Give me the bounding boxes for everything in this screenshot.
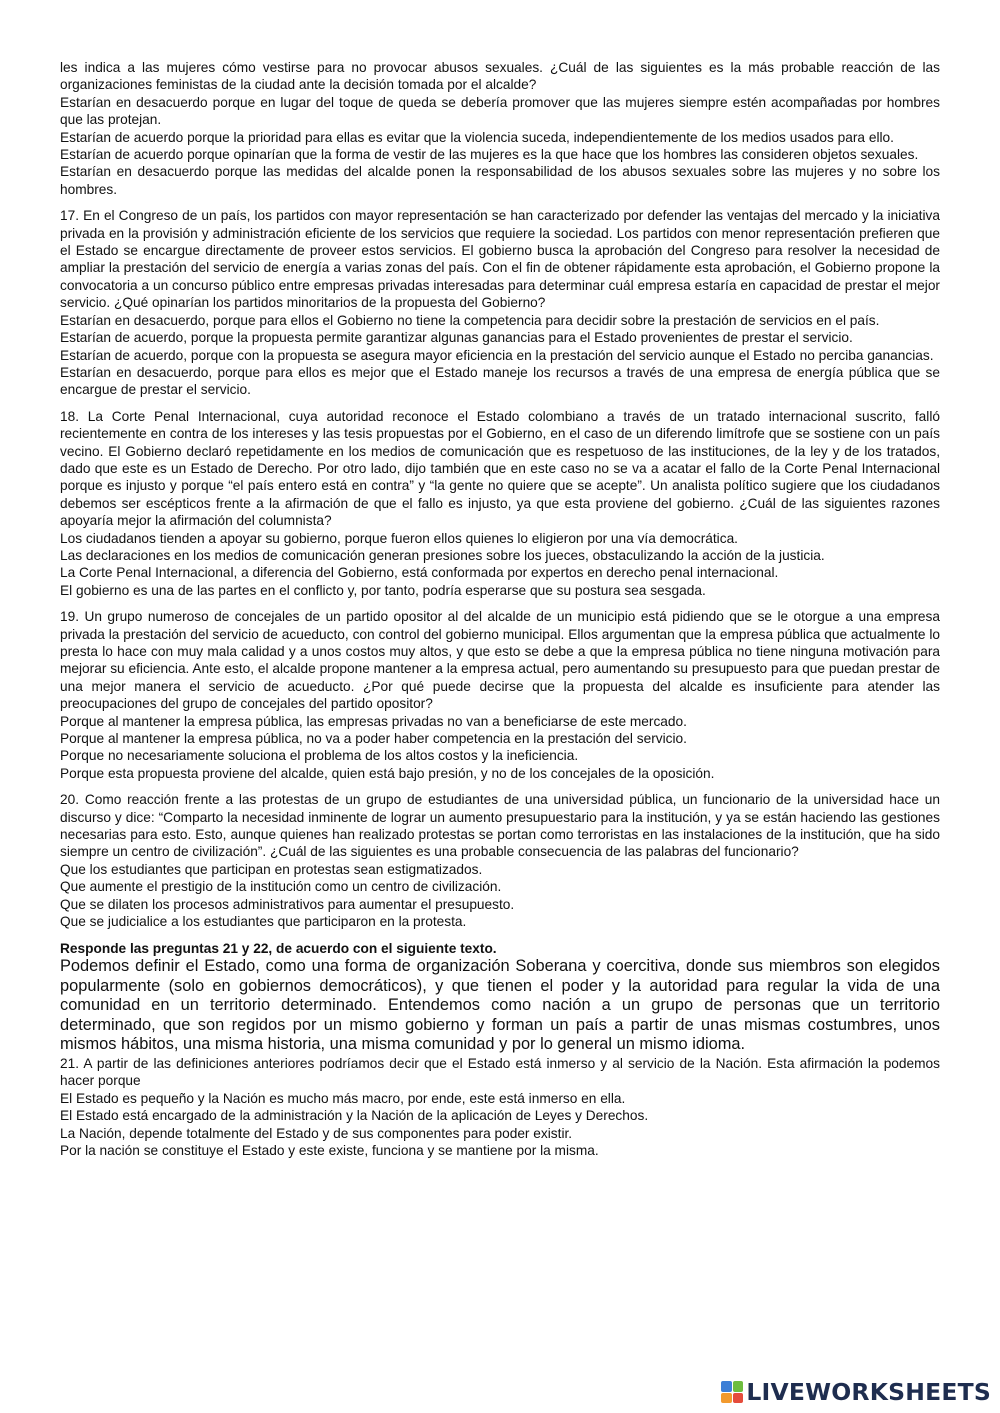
question-18-text: 18. La Corte Penal Internacional, cuya autoridad reconoce el Estado colombiano a través de un tratado internacional suscrito, falló recientemente en contra de los intereses y las tesis propuestas por el Gobierno, en el caso de un diferendo limítrofe que se sostiene con un país vecino. El Gobierno declaró repetidamente en los medios de comunicación que es respetuoso de las instituciones, de la ley y de los tratados, dado que este es un Estado de Derecho. Por otro lado, dijo también que en este caso no se va a acatar el fallo de la Corte Penal Internacional porque es injusto y porque “el país entero está en contra” y “la gente no quiere que se acepte”. Un analista político sugiere que los ciudadanos debemos ser escépticos frente a la afirmación de que el fallo es injusto, ya que esta proviene del gobierno. ¿Cuál de las siguientes razones apoyaría mejor la afirmación del columnista? [60,408,940,529]
answer-option[interactable]: Estarían en desacuerdo porque las medidas del alcalde ponen la responsabilidad de los abusos sexuales sobre las mujeres y no sobre los hombres. [60,164,940,197]
answer-option[interactable]: Las declaraciones en los medios de comunicación generan presiones sobre los jueces, obstaculizando la acción de la justicia. [60,547,825,563]
answer-option[interactable]: Estarían en desacuerdo, porque para ellos es mejor que el Estado maneje los recursos a través de una empresa de energía pública que se encargue de prestar el servicio. [60,364,940,398]
logo-square-green [733,1381,744,1392]
logo-square-orange [721,1393,732,1404]
question-19-text: 19. Un grupo numeroso de concejales de un partido opositor al del alcalde de un municipio está pidiendo que se le otorgue a una empresa privada la prestación del servicio de acueducto, con control del gobierno municipal. Ellos argumentan que la empresa pública que actualmente lo presta lo hace con muy mala calidad y a unos costos muy altos, y que esto se debe a que la empresa pública no tiene ninguna motivación para mejorar su eficiencia. Ante esto, el alcalde propone mantener a la empresa actual, pero aumentando su presupuesto para que puedan prestar de una mejor manera el servicio de acueducto. ¿Por qué puede decirse que la propuesta del alcalde es insuficiente para atender las preocupaciones del grupo de concejales del partido opositor? [60,609,940,712]
answer-option[interactable]: Por la nación se constituye el Estado y este existe, funciona y se mantiene por la misma. [60,1142,599,1158]
answer-option[interactable]: Estarían de acuerdo porque opinarían que la forma de vestir de las mujeres es la que hace que los hombres las consideren objetos sexuales. [60,147,919,163]
reading-passage: Podemos definir el Estado, como una forma de organización Soberana y coercitiva, donde sus miembros son elegidos popularmente (solo en gobiernos democráticos), y que tienen el poder y la autoridad para regular la vida de una comunidad en un territorio determinado. Entendemos como nación a un grupo de personas que un territorio determinado, que son regidos por un mismo gobierno y forman un país a partir de unas mismas costumbres, unos mismos hábitos, una misma historia, una misma comunidad y por lo general un mismo idioma. [60,956,940,1054]
answer-option[interactable]: Que los estudiantes que participan en protestas sean estigmatizados. [60,861,483,877]
answer-option[interactable]: Estarían en desacuerdo porque en lugar del toque de queda se debería promover que las mujeres siempre estén acompañadas por hombres que las protejan. [60,94,940,128]
logo-text: LIVEWORKSHEETS [746,1378,991,1406]
answer-option[interactable]: Estarían de acuerdo porque la prioridad para ellas es evitar que la violencia suceda, independientemente de los medios usados para ello. [60,129,894,145]
answer-option[interactable]: Estarían de acuerdo, porque con la propuesta se asegura mayor eficiencia en la prestación del servicio aunque el Estado no perciba ganancias. [60,347,934,363]
worksheet-page [60,59,940,1168]
answer-option[interactable]: Que aumente el prestigio de la institución como un centro de civilización. [60,879,502,895]
answer-option[interactable]: Porque esta propuesta proviene del alcalde, quien está bajo presión, y no de los concejales de la oposición. [60,765,715,781]
question-20-options [60,861,940,931]
answer-option[interactable]: Que se dilaten los procesos administrativos para aumentar el presupuesto. [60,896,515,912]
question-20-text: 20. Como reacción frente a las protestas de un grupo de estudiantes de una universidad pública, un funcionario de la universidad hace un discurso y dice: “Comparto la necesidad inminente de lograr un aumento presupuestario para la institución, y ya se están haciendo las gestiones necesarias para esto. Esto, aunque quienes han realizado protestas se portan como terroristas en las instalaciones de la institución, que ha sido siempre un centro de civilización”. ¿Cuál de las siguientes es una probable consecuencia de las palabras del funcionario? [60,792,940,860]
answer-option[interactable]: La Nación, depende totalmente del Estado y de sus componentes para poder existir. [60,1125,573,1141]
intro-question-text: les indica a las mujeres cómo vestirse para no provocar abusos sexuales. ¿Cuál de las siguientes es la más probable reacción de las organizaciones feministas de la ciudad ante la decisión tomada por el alcalde? [60,60,940,93]
liveworksheets-logo[interactable] [721,1379,991,1405]
answer-option[interactable]: Porque no necesariamente soluciona el problema de los altos costos y la ineficiencia. [60,748,579,764]
question-19-options [60,713,940,783]
answer-option[interactable]: El gobierno es una de las partes en el conflicto y, por tanto, podría esperarse que su postura sea sesgada. [60,582,706,598]
answer-option[interactable]: Porque al mantener la empresa pública, no va a poder haber competencia en la prestación del servicio. [60,731,687,747]
answer-option[interactable]: Los ciudadanos tienden a apoyar su gobierno, porque fueron ellos quienes lo eligieron por una vía democrática. [60,530,738,546]
question-21-text: 21. A partir de las definiciones anteriores podríamos decir que el Estado está inmerso y al servicio de la Nación. Esta afirmación la podemos hacer porque [60,1055,940,1089]
intro-options [60,94,940,198]
liveworksheets-logo-icon [721,1381,743,1403]
question-17-options [60,312,940,399]
answer-option[interactable]: Estarían de acuerdo, porque la propuesta permite garantizar algunas ganancias para el Estado provenientes de prestar el servicio. [60,330,853,346]
answer-option[interactable]: Que se judicialice a los estudiantes que participaron en la protesta. [60,914,467,930]
answer-option[interactable]: El Estado está encargado de la administración y la Nación de la aplicación de Leyes y Derechos. [60,1108,649,1124]
answer-option[interactable]: Estarían en desacuerdo, porque para ellos el Gobierno no tiene la competencia para decidir sobre la prestación de servicios en el país. [60,312,880,328]
logo-square-blue [721,1381,732,1392]
answer-option[interactable]: Porque al mantener la empresa pública, las empresas privadas no van a beneficiarse de este mercado. [60,713,687,729]
section-instruction: Responde las preguntas 21 y 22, de acuerdo con el siguiente texto. [60,940,497,956]
answer-option[interactable]: El Estado es pequeño y la Nación es mucho más macro, por ende, este está inmerso en ella. [60,1090,626,1106]
logo-square-red [733,1393,744,1404]
question-17-text: 17. En el Congreso de un país, los partidos con mayor representación se han caracterizado por defender las ventajas del mercado y la iniciativa privada en la provisión y administración eficiente de los servicios que requiere la sociedad. Los partidos con menor representación prefieren que el Estado se encargue directamente de proveer estos servicios. El gobierno busca la aprobación del Congreso para resolver la necesidad de ampliar la prestación del servicio de energía a varias zonas del país. Con el fin de obtener rápidamente esta aprobación, el Gobierno propone la convocatoria a un concurso público entre empresas privadas interesadas para determinar cuál empresa estaría en capacidad de prestar el mejor servicio. ¿Qué opinarían los partidos minoritarios de la propuesta del Gobierno? [60,208,940,311]
answer-option[interactable]: La Corte Penal Internacional, a diferencia del Gobierno, está conformada por expertos en derecho penal internacional. [60,565,779,581]
question-21-options [60,1090,940,1160]
question-18-options [60,530,940,600]
